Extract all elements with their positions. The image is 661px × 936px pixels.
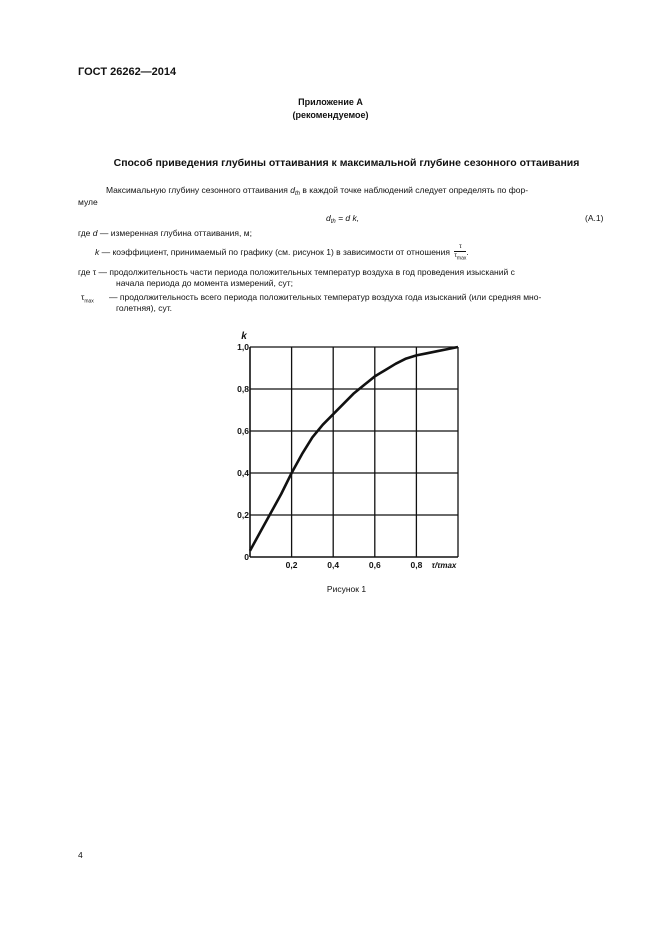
- y-axis-label: k: [241, 331, 247, 342]
- def-taumax: — продолжительность всего периода положительных температур воздуха года изысканий (или средняя мно-: [109, 292, 542, 302]
- def-taumax-cont: голетняя), сут.: [116, 303, 173, 313]
- intro-line-1: Максимальную глубину сезонного оттаивания $d_{th}$ в каждой точке наблюдений следует определять по фор-: [106, 185, 529, 197]
- y-tick-label: 0: [244, 552, 249, 562]
- y-tick-label: 0,6: [237, 426, 249, 436]
- appendix-title: Приложение А: [298, 97, 363, 107]
- ratio-fraction: $\frac{\tau}{\tau_{max}}$: [454, 243, 467, 262]
- y-tick-label: 0,4: [237, 468, 249, 478]
- appendix-status: (рекомендуемое): [292, 110, 369, 120]
- page-number: 4: [78, 850, 83, 860]
- section-title: Способ приведения глубины оттаивания к максимальной глубине сезонного оттаивания: [113, 157, 580, 169]
- x-axis-label: τ/τmax: [431, 561, 457, 570]
- x-tick-label: 0,2: [285, 560, 298, 570]
- formula-number: (А.1): [585, 213, 604, 223]
- def-d: где d — измеренная глубина оттаивания, м;: [78, 228, 252, 238]
- def-tau-cont: начала периода до момента измерений, сут;: [116, 278, 293, 288]
- y-tick-label: 0,2: [237, 510, 249, 520]
- formula: $d_{th} = d$ k,: [326, 213, 360, 225]
- x-tick-label: 0,4: [327, 560, 340, 570]
- def-tau: где τ — продолжительность части периода положительных температур воздуха в год проведения изысканий с: [78, 267, 515, 277]
- intro-line-2: муле: [78, 197, 98, 207]
- k-curve-line: [250, 347, 458, 551]
- def-k: k — коэффициент, принимаемый по графику (см. рисунок 1) в зависимости от отношения $\frac{\tau}{\tau_{max}}$ .: [95, 243, 469, 262]
- def-taumax-symbol: $\tau_{max}$: [81, 292, 94, 305]
- y-tick-label: 0,8: [237, 384, 249, 394]
- document-code: ГОСТ 26262—2014: [78, 66, 177, 78]
- figure-caption: Рисунок 1: [326, 584, 367, 594]
- y-tick-label: 1,0: [237, 342, 249, 352]
- x-tick-label: 0,6: [368, 560, 381, 570]
- k-ratio-chart: [225, 325, 475, 575]
- x-tick-label: 0,8: [410, 560, 423, 570]
